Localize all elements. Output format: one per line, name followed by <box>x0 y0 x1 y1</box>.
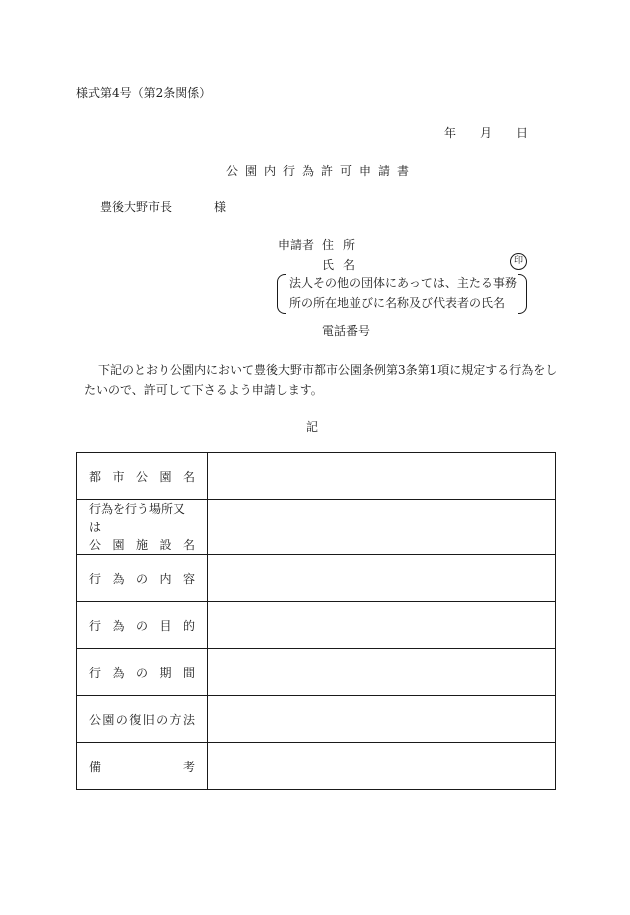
row-label-line2: 公 園 施 設 名 <box>89 538 195 552</box>
table-row <box>77 649 556 696</box>
row-label-cell <box>77 602 208 649</box>
row-label: 備 考 <box>89 759 195 774</box>
table-row <box>77 696 556 743</box>
row-label: 行 為 の 内 容 <box>89 571 195 586</box>
table-row <box>77 453 556 500</box>
ki-heading: 記 <box>306 420 319 434</box>
row-label-cell <box>77 555 208 602</box>
row-label-cell <box>77 743 208 790</box>
activity-content-field[interactable] <box>208 555 556 602</box>
seal-mark: 印 <box>510 253 527 270</box>
document-title: 公園内行為許可申請書 <box>226 164 417 178</box>
table-row <box>77 500 556 555</box>
addressee <box>100 198 226 215</box>
addressee-honorific: 様 <box>214 200 227 214</box>
row-label-line1: 行為を行う場所又は <box>89 502 186 534</box>
corporation-note-line1: 法人その他の団体にあっては、主たる事務 <box>289 276 517 290</box>
date-year: 年 <box>444 126 457 140</box>
row-label-cell <box>77 649 208 696</box>
form-number: 様式第4号（第2条関係） <box>76 86 212 100</box>
table-row <box>77 743 556 790</box>
right-bracket <box>518 274 527 314</box>
name-label: 氏名 <box>322 258 365 272</box>
row-label-cell <box>77 696 208 743</box>
row-label: 公 園 の 復 旧 の 方 法 <box>89 712 195 727</box>
body-text: 下記のとおり公園内において豊後大野市都市公園条例第3条第1項に規定する行為をしたいので、許可して下さるよう申請します。 <box>84 363 558 397</box>
row-label-cell <box>77 453 208 500</box>
row-label-cell <box>77 500 208 555</box>
restoration-method-field[interactable] <box>208 696 556 743</box>
row-label: 行 為 の 期 間 <box>89 665 195 680</box>
table-row <box>77 555 556 602</box>
table-row <box>77 602 556 649</box>
address-label: 住所 <box>322 238 365 252</box>
left-bracket <box>277 274 286 314</box>
row-label: 行 為 の 目 的 <box>89 618 195 633</box>
application-table <box>76 452 556 790</box>
remarks-field[interactable] <box>208 743 556 790</box>
date-line <box>444 124 528 141</box>
place-or-facility-field[interactable] <box>208 500 556 555</box>
phone-label: 電話番号 <box>322 324 371 338</box>
date-month: 月 <box>480 126 493 140</box>
corporation-note <box>277 272 527 314</box>
corporation-note-line2: 所の所在地並びに名称及び代表者の氏名 <box>289 296 506 310</box>
addressee-name: 豊後大野市長 <box>100 200 173 214</box>
activity-purpose-field[interactable] <box>208 602 556 649</box>
activity-period-field[interactable] <box>208 649 556 696</box>
row-label: 都 市 公 園 名 <box>89 469 195 484</box>
park-name-field[interactable] <box>208 453 556 500</box>
applicant-label: 申請者 <box>278 238 315 252</box>
date-day: 日 <box>516 126 529 140</box>
